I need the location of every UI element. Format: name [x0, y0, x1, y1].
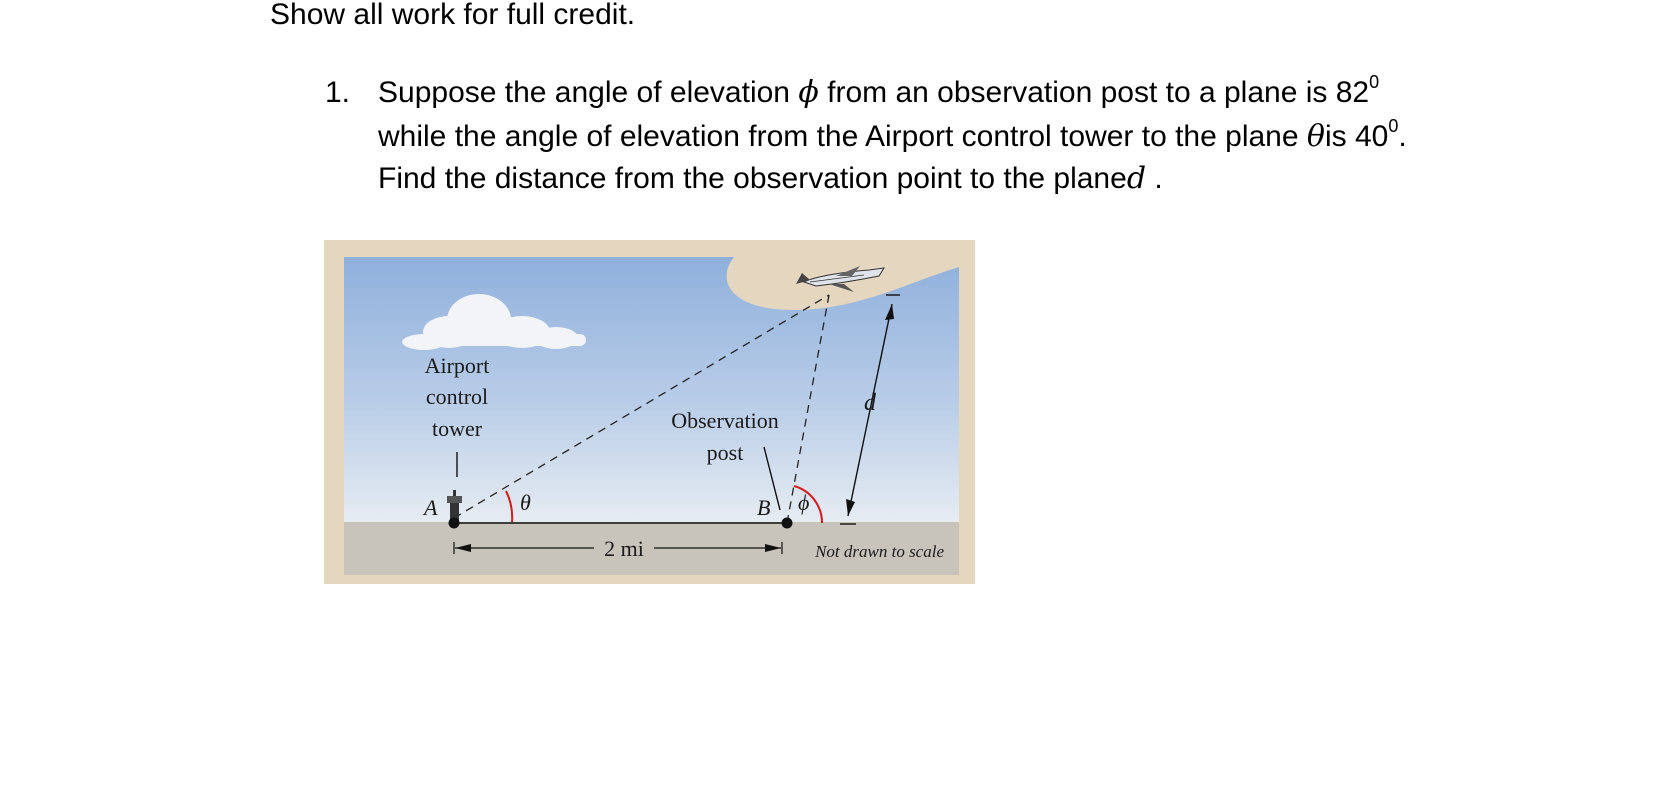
problem-text: Suppose the angle of elevation	[378, 76, 799, 109]
theta-symbol: θ	[1306, 119, 1325, 154]
base-distance-label: 2 mi	[604, 536, 644, 561]
problem-statement	[378, 71, 1407, 199]
problem-text: Find the distance from the observation point to the plane	[378, 162, 1127, 195]
distance-d-label: d	[864, 390, 876, 416]
problem-line-1	[378, 71, 1407, 115]
phi-symbol: ϕ	[798, 75, 819, 110]
tower-label-line-3: tower	[431, 416, 483, 441]
instructions-text: Show all work for full credit.	[270, 0, 636, 31]
phi-label: ϕ	[798, 490, 810, 515]
d-symbol: d	[1126, 161, 1147, 196]
point-b-label: B	[757, 495, 771, 520]
degree-marker: 0	[1369, 72, 1380, 92]
problem-text: from an observation post to a plane is 82	[818, 76, 1370, 109]
degree-marker: 0	[1388, 116, 1399, 136]
elevation-diagram	[324, 240, 975, 584]
tower-label-line-1: Airport	[424, 353, 490, 378]
scale-note: Not drawn to scale	[815, 542, 944, 561]
post-label-line-1: Observation	[671, 408, 779, 433]
tower-label-line-2: control	[425, 384, 489, 409]
problem-text: is 40	[1324, 120, 1389, 153]
problem-text: .	[1146, 162, 1163, 195]
theta-label: θ	[520, 490, 531, 515]
point-a-marker	[449, 518, 460, 529]
point-b-marker	[782, 518, 793, 529]
post-label-line-2: post	[706, 440, 744, 465]
airplane-icon	[796, 266, 884, 292]
problem-text: .	[1398, 120, 1407, 153]
problem-line-2	[378, 115, 1407, 159]
point-a-label: A	[424, 495, 438, 520]
problem-text: while the angle of elevation from the Airport control tower to the plane	[378, 120, 1307, 153]
problem-line-3	[378, 159, 1407, 199]
diagram-svg	[324, 240, 975, 584]
problem-number: 1.	[325, 76, 351, 109]
